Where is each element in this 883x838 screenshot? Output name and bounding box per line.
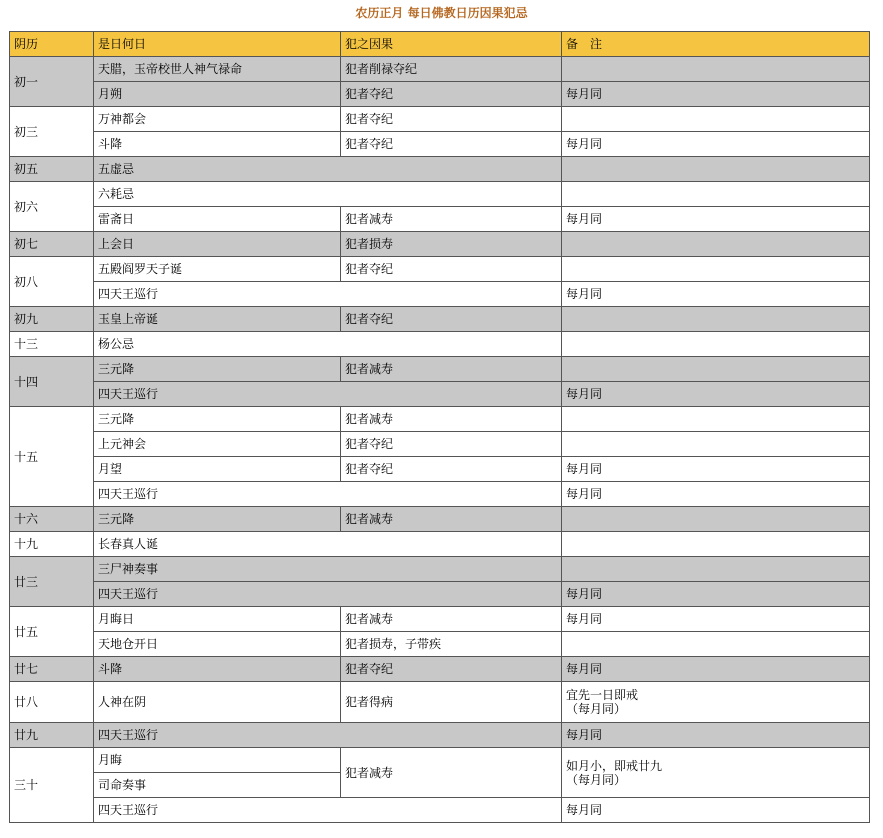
effect-cell: 犯者减寿 xyxy=(341,207,562,232)
event-cell: 雷斋日 xyxy=(94,207,341,232)
note-line: （每月同） xyxy=(566,772,627,787)
effect-cell: 犯者减寿 xyxy=(341,357,562,382)
table-row xyxy=(10,82,870,107)
note-cell: 每月同 xyxy=(562,607,870,632)
table-row xyxy=(10,457,870,482)
event-cell: 斗降 xyxy=(94,657,341,682)
note-cell xyxy=(562,307,870,332)
note-cell: 每月同 xyxy=(562,382,870,407)
effect-cell: 犯者减寿 xyxy=(341,507,562,532)
day-cell: 初一 xyxy=(10,57,94,107)
effect-cell: 犯者削禄夺纪 xyxy=(341,57,562,82)
table-row xyxy=(10,282,870,307)
event-cell: 五虚忌 xyxy=(94,157,562,182)
note-cell xyxy=(562,432,870,457)
table-row xyxy=(10,798,870,823)
table-row xyxy=(10,532,870,557)
note-cell xyxy=(562,632,870,657)
effect-cell: 犯者夺纪 xyxy=(341,107,562,132)
note-cell xyxy=(562,107,870,132)
table-row xyxy=(10,382,870,407)
event-cell: 三元降 xyxy=(94,507,341,532)
table-row xyxy=(10,607,870,632)
note-line: （每月同） xyxy=(566,702,627,716)
table-row xyxy=(10,257,870,282)
table-row xyxy=(10,657,870,682)
day-cell: 三十 xyxy=(10,748,94,823)
header-lunar-day: 阴历 xyxy=(10,32,94,57)
table-row xyxy=(10,107,870,132)
effect-cell: 犯者夺纪 xyxy=(341,432,562,457)
day-cell: 初八 xyxy=(10,257,94,307)
note-cell xyxy=(562,557,870,582)
note-cell xyxy=(562,182,870,207)
event-cell: 玉皇上帝诞 xyxy=(94,307,341,332)
effect-cell: 犯者损寿，子带疾 xyxy=(341,632,562,657)
note-line: 宜先一日即戒 xyxy=(566,688,639,702)
table-row xyxy=(10,432,870,457)
day-cell: 廿八 xyxy=(10,682,94,723)
event-cell: 人神在阴 xyxy=(94,682,341,723)
event-cell: 长春真人诞 xyxy=(94,532,562,557)
note-cell xyxy=(562,682,870,723)
event-cell: 四天王巡行 xyxy=(94,582,562,607)
effect-cell: 犯者损寿 xyxy=(341,232,562,257)
note-cell xyxy=(562,357,870,382)
day-cell: 廿九 xyxy=(10,723,94,748)
event-cell: 四天王巡行 xyxy=(94,482,562,507)
note-cell: 每月同 xyxy=(562,207,870,232)
effect-cell: 犯者减寿 xyxy=(341,607,562,632)
note-cell xyxy=(562,532,870,557)
event-cell: 六耗忌 xyxy=(94,182,562,207)
event-cell: 上元神会 xyxy=(94,432,341,457)
note-cell: 每月同 xyxy=(562,723,870,748)
effect-cell: 犯者夺纪 xyxy=(341,657,562,682)
note-cell xyxy=(562,748,870,798)
header-event: 是日何日 xyxy=(94,32,341,57)
note-cell xyxy=(562,332,870,357)
effect-cell: 犯者夺纪 xyxy=(341,257,562,282)
table-row xyxy=(10,723,870,748)
table-row xyxy=(10,207,870,232)
note-cell: 每月同 xyxy=(562,82,870,107)
event-cell: 斗降 xyxy=(94,132,341,157)
event-cell: 三元降 xyxy=(94,357,341,382)
event-cell: 三尸神奏事 xyxy=(94,557,562,582)
day-cell: 十四 xyxy=(10,357,94,407)
event-cell: 四天王巡行 xyxy=(94,723,562,748)
table-row xyxy=(10,132,870,157)
effect-cell: 犯者夺纪 xyxy=(341,132,562,157)
note-line: 如月小，即戒廿九 xyxy=(566,758,663,773)
table-row xyxy=(10,232,870,257)
table-row xyxy=(10,632,870,657)
table-row xyxy=(10,748,870,773)
event-cell: 天腊，玉帝校世人神气禄命 xyxy=(94,57,341,82)
table-row xyxy=(10,557,870,582)
event-cell: 四天王巡行 xyxy=(94,798,562,823)
note-cell: 每月同 xyxy=(562,657,870,682)
note-cell xyxy=(562,157,870,182)
event-cell: 万神都会 xyxy=(94,107,341,132)
note-cell: 每月同 xyxy=(562,482,870,507)
note-cell xyxy=(562,57,870,82)
effect-cell: 犯者减寿 xyxy=(341,407,562,432)
table-row xyxy=(10,157,870,182)
event-cell: 三元降 xyxy=(94,407,341,432)
note-cell: 每月同 xyxy=(562,582,870,607)
note-cell: 每月同 xyxy=(562,282,870,307)
note-cell: 每月同 xyxy=(562,457,870,482)
calendar-table xyxy=(9,31,870,823)
page-title: 农历正月 每日佛教日历因果犯忌 xyxy=(355,6,528,20)
event-cell: 四天王巡行 xyxy=(94,382,562,407)
table-row xyxy=(10,357,870,382)
event-cell: 上会日 xyxy=(94,232,341,257)
table-row xyxy=(10,407,870,432)
effect-cell: 犯者减寿 xyxy=(341,748,562,798)
header-row xyxy=(10,32,870,57)
note-cell xyxy=(562,232,870,257)
effect-cell: 犯者夺纪 xyxy=(341,307,562,332)
day-cell: 十六 xyxy=(10,507,94,532)
event-cell: 四天王巡行 xyxy=(94,282,562,307)
event-cell: 司命奏事 xyxy=(94,773,341,798)
event-cell: 月晦日 xyxy=(94,607,341,632)
day-cell: 十九 xyxy=(10,532,94,557)
effect-cell: 犯者得病 xyxy=(341,682,562,723)
day-cell: 廿七 xyxy=(10,657,94,682)
table-row xyxy=(10,682,870,723)
event-cell: 月晦 xyxy=(94,748,341,773)
note-cell xyxy=(562,507,870,532)
table-row xyxy=(10,57,870,82)
note-cell: 每月同 xyxy=(562,132,870,157)
event-cell: 月望 xyxy=(94,457,341,482)
event-cell: 天地仓开日 xyxy=(94,632,341,657)
note-cell: 每月同 xyxy=(562,798,870,823)
day-cell: 初三 xyxy=(10,107,94,157)
event-cell: 杨公忌 xyxy=(94,332,562,357)
table-row xyxy=(10,582,870,607)
effect-cell: 犯者夺纪 xyxy=(341,82,562,107)
day-cell: 廿三 xyxy=(10,557,94,607)
table-row xyxy=(10,507,870,532)
note-cell xyxy=(562,257,870,282)
day-cell: 十三 xyxy=(10,332,94,357)
event-cell: 五殿阎罗天子诞 xyxy=(94,257,341,282)
table-row xyxy=(10,182,870,207)
table-row xyxy=(10,482,870,507)
day-cell: 廿五 xyxy=(10,607,94,657)
day-cell: 十五 xyxy=(10,407,94,507)
event-cell: 月朔 xyxy=(94,82,341,107)
effect-cell: 犯者夺纪 xyxy=(341,457,562,482)
table-row xyxy=(10,332,870,357)
note-cell xyxy=(562,407,870,432)
day-cell: 初七 xyxy=(10,232,94,257)
day-cell: 初五 xyxy=(10,157,94,182)
table-row xyxy=(10,307,870,332)
header-note: 备 注 xyxy=(562,32,870,57)
day-cell: 初六 xyxy=(10,182,94,232)
header-effect: 犯之因果 xyxy=(341,32,562,57)
day-cell: 初九 xyxy=(10,307,94,332)
